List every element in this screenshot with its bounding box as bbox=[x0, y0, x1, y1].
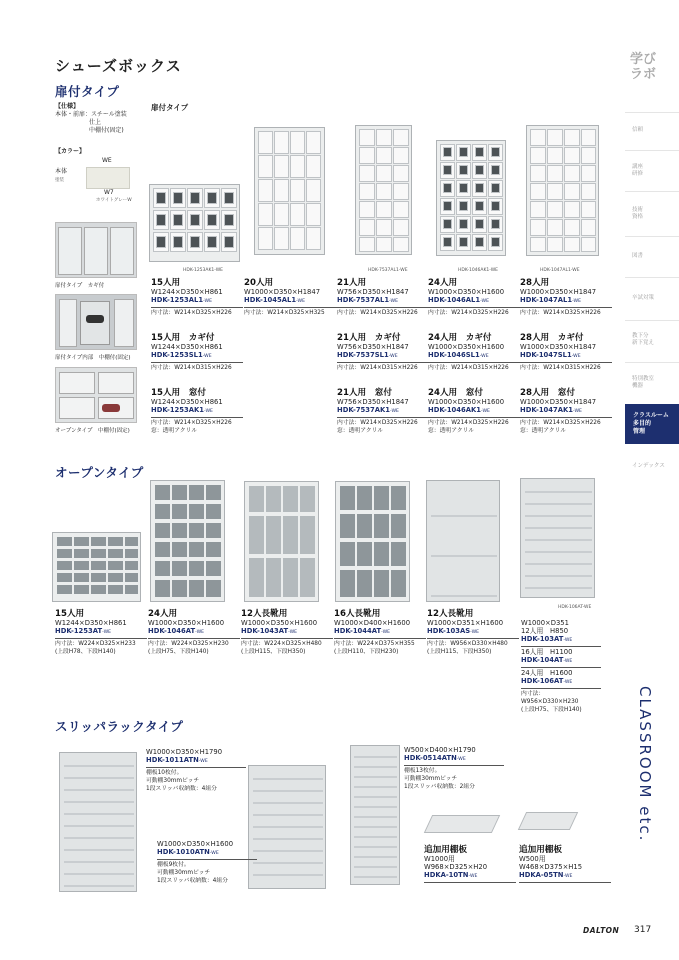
spec-item: 28人用 W1000×D350×H1847 HDK-1047AL1-WE 内寸法：W214×D325×H226 bbox=[520, 278, 612, 317]
spec-item: W1000×D350×H1600 HDK-1010ATN-WE 棚板9枚付。 可動棚30mmピッチ 1段スリッパ収納数：4組分 bbox=[157, 840, 257, 885]
divider bbox=[625, 236, 679, 237]
sidebar-logo: 学び ラボ bbox=[630, 52, 657, 82]
spec-item: 16人長靴用 W1000×D400×H1600 HDK-1044AT-WE 内寸法：W224×D375×H355 (上段H110、下段H230) bbox=[334, 609, 426, 656]
product-label: HDK-106AT-WE bbox=[558, 605, 592, 610]
page-title: シューズボックス bbox=[55, 57, 182, 75]
photo-door-inside bbox=[55, 294, 137, 350]
product-label: HDK-1046AK1-WE bbox=[458, 268, 499, 273]
color-paint: 塗装 bbox=[55, 178, 64, 183]
spec-item: 12人長靴用 W1000×D350×H1600 HDK-1043AT-WE 内寸法：W224×D325×H480 (上段H115、下段H350) bbox=[241, 609, 333, 656]
open-cabinet-12boots bbox=[244, 481, 319, 602]
slipper-heading: スリッパラックタイプ bbox=[55, 719, 184, 734]
spec-label: 【仕様】 bbox=[55, 103, 80, 110]
spec-item: 20人用 W1000×D350×H1847 HDK-1045AL1-WE 内寸法：W214×D325×H325 bbox=[244, 278, 344, 317]
photo-caption: オープンタイプ 中棚付(固定) bbox=[55, 428, 130, 434]
sidebar-item-active[interactable]: クラスルーム 多目的 管理 bbox=[625, 404, 679, 444]
page-number: 317 bbox=[634, 925, 652, 935]
divider bbox=[625, 150, 679, 151]
photo-open bbox=[55, 367, 137, 423]
spec-block bbox=[55, 103, 145, 135]
photo-door-lock bbox=[55, 222, 137, 278]
extra-shelf-board bbox=[424, 815, 500, 833]
color-label: 【カラー】 bbox=[55, 148, 86, 155]
divider bbox=[625, 362, 679, 363]
photo-caption: 扉付タイプ カギ付 bbox=[55, 283, 105, 289]
product-label: HDK-7537AL1-WE bbox=[368, 268, 408, 273]
cabinet-20 bbox=[254, 127, 325, 255]
sidebar-item[interactable]: 講座 研修 bbox=[632, 164, 644, 177]
spec-item: 28人用 カギ付 W1000×D350×H1847 HDK-1047SL1-WE 内寸法：W214×D315×H226 bbox=[520, 333, 612, 372]
slipper-rack-9 bbox=[248, 765, 326, 889]
sidebar-item[interactable]: 卒試対策 bbox=[632, 295, 655, 301]
extra-shelf-board bbox=[518, 812, 578, 830]
spec-line: 中棚付(固定) bbox=[89, 127, 124, 134]
vertical-label: CLASSROOM etc. bbox=[636, 686, 654, 843]
cabinet-28 bbox=[526, 125, 599, 256]
open-cabinet-12boots-wide bbox=[426, 480, 500, 602]
spec-line: 仕上 bbox=[89, 119, 102, 126]
door-subheading: 扉付タイプ bbox=[151, 103, 189, 112]
color-swatch bbox=[86, 167, 130, 189]
open-cabinet-24 bbox=[150, 480, 225, 602]
photo-caption: 扉付タイプ内部 中棚付(固定) bbox=[55, 355, 131, 361]
spec-item: 24人用 窓付 W1000×D350×H1600 HDK-1046AK1-WE 内寸法：W214×D325×H226 窓：透明アクリル bbox=[428, 388, 520, 435]
spec-item: 24人用 カギ付 W1000×D350×H1600 HDK-1046SL1-WE 内寸法：W214×D315×H226 bbox=[428, 333, 520, 372]
spec-item: 追加用棚板 W500用 W468×D375×H15 HDKA-05TN-WE bbox=[519, 845, 611, 884]
sidebar-item[interactable]: 技術 資格 bbox=[632, 207, 644, 220]
divider bbox=[625, 191, 679, 192]
spec-item: 追加用棚板 W1000用 W968×D325×H20 HDKA-10TN-WE bbox=[424, 845, 516, 884]
brand-logo: DALTON bbox=[583, 926, 620, 935]
slipper-rack-10 bbox=[59, 752, 137, 892]
divider bbox=[625, 277, 679, 278]
cabinet-15 bbox=[149, 184, 240, 262]
spec-item: W1000×D351 12人用 H850 HDK-103AT-WE 16人用 H1100 HDK-104AT-WE 24人用 H1600 HDK-106AT-WE 内寸法：W956×D330×H230 (上段H75、下段H140) bbox=[521, 619, 601, 714]
spec-item: W1000×D350×H1790 HDK-1011ATN-WE 棚板10枚付。 可動棚30mmピッチ 1段スリッパ収納数：4組分 bbox=[146, 748, 246, 793]
spec-item: 21人用 W756×D350×H1847 HDK-7537AL1-WE 内寸法：W214×D325×H226 bbox=[337, 278, 429, 317]
product-label: HDK-1253AK1-WE bbox=[183, 268, 224, 273]
color-name: ホワイトグレーW bbox=[96, 198, 132, 203]
sidebar-item[interactable]: 教下分 新下覚え bbox=[632, 333, 655, 346]
spec-item: 15人用 窓付 W1244×D350×H861 HDK-1253AK1-WE 内寸法：W214×D325×H226 窓：透明アクリル bbox=[151, 388, 243, 435]
cabinet-24 bbox=[436, 140, 506, 256]
sidebar bbox=[625, 52, 679, 102]
divider bbox=[625, 112, 679, 113]
sidebar-item-index[interactable]: インデックス bbox=[632, 463, 665, 469]
open-type-heading: オープンタイプ bbox=[55, 465, 144, 480]
spec-item: 28人用 窓付 W1000×D350×H1847 HDK-1047AK1-WE 内寸法：W214×D325×H226 窓：透明アクリル bbox=[520, 388, 612, 435]
spec-item: 24人用 W1000×D350×H1600 HDK-1046AL1-WE 内寸法：W214×D325×H226 bbox=[428, 278, 520, 317]
sidebar-item[interactable]: 特別教室 機器 bbox=[632, 376, 655, 389]
spec-item: 15人用 W1244×D350×H861 HDK-1253AL1-WE 内寸法：W214×D325×H226 bbox=[151, 278, 243, 317]
slipper-rack-13 bbox=[350, 745, 400, 885]
open-cabinet-15 bbox=[52, 532, 141, 602]
open-cabinet-16boots bbox=[335, 481, 410, 602]
cabinet-21 bbox=[355, 125, 412, 255]
spec-item: 15人用 W1244×D350×H861 HDK-1253AT-WE 内寸法：W224×D325×H233 (上段H78、下段H140) bbox=[55, 609, 147, 656]
open-cabinet-wide bbox=[520, 478, 595, 598]
sidebar-item[interactable]: 信頼 bbox=[632, 127, 644, 133]
spec-item: 24人用 W1000×D350×H1600 HDK-1046AT-WE 内寸法：W224×D325×H230 (上段H75、下段H140) bbox=[148, 609, 240, 656]
sidebar-item[interactable]: 図書 bbox=[632, 253, 644, 259]
spec-item: 21人用 カギ付 W756×D350×H1847 HDK-7537SL1-WE 内寸法：W214×D315×H226 bbox=[337, 333, 429, 372]
divider bbox=[625, 320, 679, 321]
color-code: W7 bbox=[104, 189, 114, 196]
spec-line: 本体・前扉：スチール塗装 bbox=[55, 111, 127, 118]
spec-item: 21人用 窓付 W756×D350×H1847 HDK-7537AK1-WE 内寸法：W214×D325×H226 窓：透明アクリル bbox=[337, 388, 429, 435]
spec-item: W500×D400×H1790 HDK-0514ATN-WE 棚板13枚付。 可動棚30mmピッチ 1段スリッパ収納数：2組分 bbox=[404, 746, 504, 791]
spec-item: 15人用 カギ付 W1244×D350×H861 HDK-1253SL1-WE 内寸法：W214×D315×H226 bbox=[151, 333, 243, 372]
color-we: WE bbox=[102, 157, 112, 164]
product-label: HDK-1047AL1-WE bbox=[540, 268, 580, 273]
spec-item: 12人長靴用 W1000×D351×H1600 HDK-103AS-WE 内寸法：W956×D330×H480 (上段H115、下段H350) bbox=[427, 609, 519, 656]
door-type-heading: 扉付タイプ bbox=[55, 84, 120, 99]
color-body: 本体 bbox=[55, 168, 68, 175]
